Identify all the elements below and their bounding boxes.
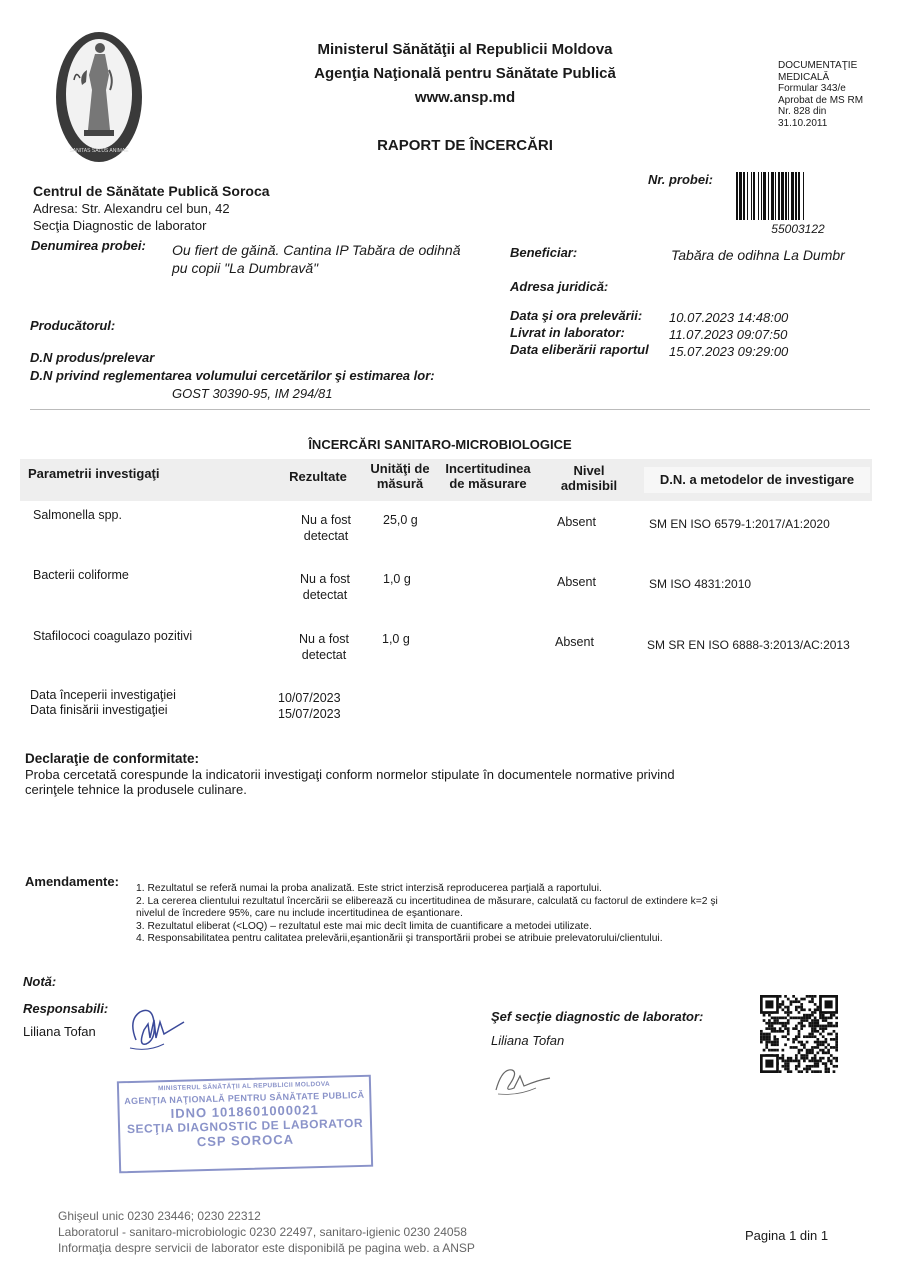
table-row-method: SM EN ISO 6579-1:2017/A1:2020 — [649, 517, 830, 531]
result-line: detectat — [303, 529, 349, 543]
sample-name-line: Ou fiert de găină. Cantina IP Tabăra de odihnă — [172, 242, 461, 258]
footer-line: Informaţia despre servicii de laborator este disponibilă pe pagina web. a ANSP — [58, 1241, 475, 1255]
producer-label: Producătorul: — [30, 318, 116, 333]
table-header — [20, 459, 872, 501]
header-line: Incertitudinea — [445, 461, 531, 476]
sample-nr-label: Nr. probei: — [648, 172, 714, 187]
sample-name-line: pu copii "La Dumbravă" — [172, 260, 319, 276]
start-date-label: Data începerii investigaţiei — [30, 688, 176, 702]
header-line: admisibil — [560, 478, 618, 493]
stamp-line: IDNO 1018601000021 — [170, 1102, 319, 1121]
end-date-value: 15/07/2023 — [278, 707, 341, 721]
qr-code — [760, 995, 838, 1073]
stamp-line: MINISTERUL SĂNĂTĂŢII AL REPUBLICII MOLDOVA — [157, 1080, 331, 1093]
table-row-parameter: Salmonella spp. — [33, 508, 122, 522]
delivered-value: 11.07.2023 09:07:50 — [669, 327, 788, 342]
table-row-level: Absent — [557, 575, 596, 589]
stamp-line: CSP SOROCA — [196, 1131, 295, 1150]
result-line: detectat — [301, 648, 347, 662]
doc-med-line: Nr. 828 din — [778, 106, 827, 117]
agency-logo — [54, 30, 144, 165]
col-parameter-header: Parametrii investigaţi — [28, 466, 160, 481]
beneficiary-value: Tabăra de odihna La Dumbr — [671, 247, 845, 263]
logo-text: SANITAS SALUS ANIMAE — [69, 148, 129, 154]
barcode-number: 55003122 — [771, 222, 825, 236]
header-block — [270, 38, 660, 110]
sampling-date-label: Data şi ora prelevării: — [510, 308, 643, 323]
agency-name: Agenţia Naţională pentru Sănătate Publică — [314, 65, 616, 82]
footer-line: Laboratorul - sanitaro-microbiologic 0230 22497, sanitaro-igienic 0230 24058 — [58, 1225, 467, 1239]
col-level-header — [544, 463, 634, 493]
amendments-label: Amendamente: — [25, 874, 119, 889]
official-stamp — [117, 1075, 373, 1174]
chief-label: Şef secţie diagnostic de laborator: — [491, 1009, 704, 1024]
footer-contacts — [58, 1208, 475, 1256]
col-unit-header — [364, 461, 436, 491]
result-line: Nu a fost — [299, 572, 351, 586]
result-line: detectat — [302, 588, 348, 602]
result-line: Nu a fost — [300, 513, 352, 527]
medical-doc-note — [778, 60, 863, 129]
page-number: Pagina 1 din 1 — [745, 1228, 829, 1243]
table-row-result — [278, 512, 374, 544]
table-row-unit: 25,0 g — [383, 513, 418, 527]
doc-med-line: Formular 343/e — [778, 83, 846, 94]
doc-med-line: DOCUMENTAŢIE — [778, 60, 858, 71]
declaration-line: cerinţele tehnice la produsele culinare. — [25, 782, 247, 797]
investigation-dates-values — [278, 690, 341, 722]
sampling-date-value: 10.07.2023 14:48:00 — [669, 310, 789, 325]
responsible-label: Responsabili: — [23, 1001, 109, 1016]
amendments-list — [136, 883, 848, 945]
header-line: Nivel — [573, 463, 605, 478]
issued-label: Data eliberării raportul — [510, 342, 649, 357]
conformity-declaration — [25, 751, 755, 797]
center-section: Secţia Diagnostic de laborator — [33, 218, 207, 233]
header-line: de măsurare — [449, 476, 527, 491]
end-date-label: Data finisării investigaţiei — [30, 703, 168, 717]
header-line: Unităţi de — [370, 461, 430, 476]
chief-signature — [488, 1050, 568, 1100]
barcode — [736, 172, 860, 220]
dn-volume-label: D.N privind reglementarea volumului cercetărilor şi estimarea lor: — [30, 368, 435, 383]
table-row-method: SM ISO 4831:2010 — [649, 577, 752, 591]
table-row-method: SM SR EN ISO 6888-3:2013/AC:2013 — [647, 638, 850, 652]
amendment-item: nivelul de încredere 95%, care nu include incertitudinea de eşantionare. — [136, 908, 463, 919]
website-link[interactable]: www.ansp.md — [414, 89, 516, 106]
legal-address-label: Adresa juridică: — [510, 279, 609, 294]
table-row-level: Absent — [555, 635, 594, 649]
table-row-result — [277, 571, 373, 603]
table-row-level: Absent — [557, 515, 596, 529]
chief-name: Liliana Tofan — [491, 1033, 565, 1048]
dn-product-label: D.N produs/prelevar — [30, 350, 155, 365]
lab-center-info — [33, 183, 270, 234]
amendment-item: 2. La cererea clientului rezultatul încercării se eliberează cu incertitudinea de măsurare, calculată cu factorul de extindere k=2 şi — [136, 896, 718, 907]
declaration-title: Declaraţie de conformitate: — [25, 751, 200, 766]
table-row-unit: 1,0 g — [382, 632, 410, 646]
sample-name-label: Denumirea probei: — [31, 238, 146, 253]
responsible-signature — [118, 1000, 198, 1055]
col-uncertainty-header — [438, 461, 538, 491]
responsible-name: Liliana Tofan — [23, 1024, 96, 1039]
declaration-line: Proba cercetată corespunde la indicatorii investigaţi conform normelor stipulate în documentele normative privind — [25, 767, 675, 782]
amendment-item: 4. Responsabilitatea pentru calitatea prelevării,eşantionării şi transportării probei se atribuie prelevatorului/clientului. — [136, 933, 663, 944]
table-row-parameter: Stafilococi coagulazo pozitivi — [33, 629, 193, 643]
ministry-name: Ministerul Sănătăţii al Republicii Moldova — [317, 41, 613, 58]
note-label: Notă: — [23, 974, 57, 989]
delivered-label: Livrat in laborator: — [510, 325, 625, 340]
dn-volume-value: GOST 30390-95, IM 294/81 — [172, 386, 333, 401]
col-method-header: D.N. a metodelor de investigare — [644, 467, 870, 493]
center-name: Centrul de Sănătate Publică Soroca — [33, 183, 270, 199]
table-row-result — [276, 631, 372, 663]
amendment-item: 3. Rezultatul eliberat (<LOQ) – rezultatul este mai mic decît limita de cuantificare a metodei utilizate. — [136, 921, 592, 932]
investigation-dates-labels — [30, 688, 176, 718]
beneficiary-label: Beneficiar: — [510, 245, 578, 260]
issued-value: 15.07.2023 09:29:00 — [669, 344, 789, 359]
stamp-line: SECŢIA DIAGNOSTIC DE LABORATOR — [126, 1115, 364, 1137]
report-title: RAPORT DE ÎNCERCĂRI — [377, 137, 553, 154]
start-date-value: 10/07/2023 — [278, 691, 341, 705]
center-address: Adresa: Str. Alexandru cel bun, 42 — [33, 201, 230, 216]
table-row-parameter: Bacterii coliforme — [33, 568, 129, 582]
sample-name-value — [172, 241, 461, 277]
header-line: măsură — [376, 476, 424, 491]
col-result-header: Rezultate — [289, 469, 347, 484]
table-row-unit: 1,0 g — [383, 572, 411, 586]
footer-line: Ghişeul unic 0230 23446; 0230 22312 — [58, 1209, 261, 1223]
divider — [30, 409, 870, 410]
result-line: Nu a fost — [298, 632, 350, 646]
doc-med-line: Aprobat de MS RM — [778, 94, 864, 106]
doc-med-line: MEDICALĂ — [778, 71, 830, 83]
doc-med-line: 31.10.2011 — [778, 117, 828, 129]
amendment-item: 1. Rezultatul se referă numai la proba analizată. Este strict interzisă reproducerea parţială a raportului. — [136, 883, 602, 894]
section-title: ÎNCERCĂRI SANITARO-MICROBIOLOGICE — [308, 437, 572, 452]
stamp-line: AGENŢIA NAŢIONALĂ PENTRU SĂNĂTATE PUBLICĂ — [124, 1089, 365, 1107]
